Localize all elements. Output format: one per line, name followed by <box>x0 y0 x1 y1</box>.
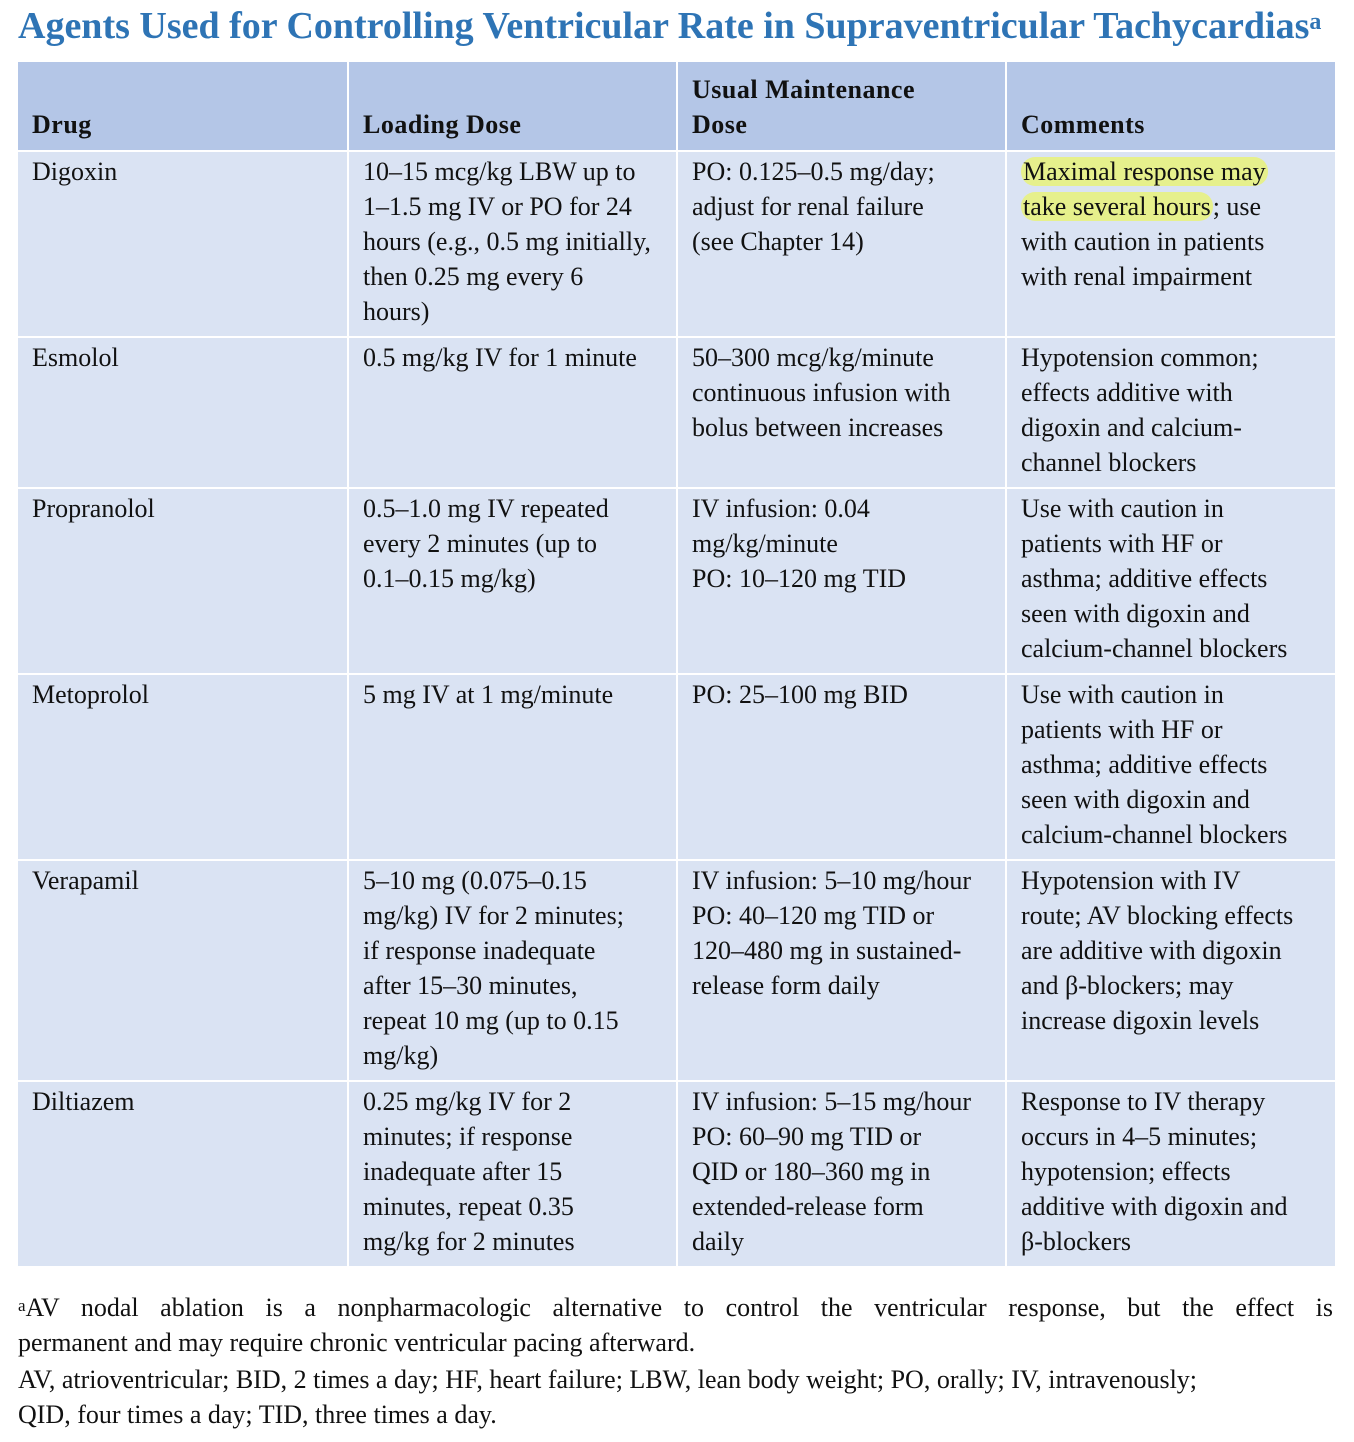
maintenance-line: 50–300 mcg/kg/minute <box>692 343 934 372</box>
loading-line: 0.5 mg/kg IV for 1 minute <box>363 343 637 372</box>
page-title <box>18 2 1321 50</box>
loading-line: then 0.25 mg every 6 <box>363 262 584 291</box>
cell-drug <box>18 488 348 674</box>
comments-line: occurs in 4–5 minutes; <box>1021 1122 1258 1151</box>
footnote-a-text: AV nodal ablation is a nonpharmacologic alternative to control the ventricular response, but the effect is <box>25 1293 1333 1322</box>
header-comments <box>1006 62 1335 151</box>
table-row <box>18 151 1335 337</box>
comments-line: Use with caution in <box>1021 494 1224 523</box>
footnote-a <box>18 1290 1333 1360</box>
maintenance-line: 120–480 mg in sustained- <box>692 936 962 965</box>
cell-comments <box>1006 674 1335 860</box>
cell-loading <box>348 674 677 860</box>
table-row <box>18 1081 1335 1267</box>
loading-line: inadequate after 15 <box>363 1157 563 1186</box>
comments-line: hypotension; effects <box>1021 1157 1231 1186</box>
comments-line: β-blockers <box>1021 1227 1131 1256</box>
comments-line: with renal impairment <box>1021 262 1253 291</box>
drug-name: Diltiazem <box>32 1087 135 1116</box>
maintenance-line: continuous infusion with <box>692 378 951 407</box>
loading-line: mg/kg) IV for 2 minutes; <box>363 901 624 930</box>
comments-line: Use with caution in <box>1021 680 1224 709</box>
loading-line: every 2 minutes (up to <box>363 529 597 558</box>
comments-text: ; use <box>1212 192 1262 221</box>
abbreviations-line2: QID, four times a day; TID, three times a day. <box>18 1400 497 1429</box>
abbreviations-line1: AV, atrioventricular; BID, 2 times a day; HF, heart failure; LBW, lean body weight; PO, orally; IV, intravenously; <box>18 1365 1198 1394</box>
table-row <box>18 337 1335 488</box>
header-comments-label: Comments <box>1021 110 1145 139</box>
header-maintenance-label-line2: Dose <box>692 110 748 139</box>
loading-line: hours) <box>363 297 430 326</box>
title-text: Agents Used for Controlling Ventricular Rate in Supraventricular Tachycardias <box>18 5 1310 47</box>
comments-line: route; AV blocking effects <box>1021 901 1294 930</box>
maintenance-line: IV infusion: 5–15 mg/hour <box>692 1087 972 1116</box>
cell-loading <box>348 151 677 337</box>
maintenance-line: extended-release form <box>692 1192 924 1221</box>
cell-comments <box>1006 860 1335 1081</box>
abbreviations <box>18 1362 1333 1432</box>
comments-line <box>1021 189 1329 224</box>
maintenance-line: PO: 60–90 mg TID or <box>692 1122 922 1151</box>
header-drug <box>18 62 348 151</box>
comments-line: additive with digoxin and <box>1021 1192 1288 1221</box>
comments-line: Response to IV therapy <box>1021 1087 1266 1116</box>
loading-line: mg/kg for 2 minutes <box>363 1227 575 1256</box>
maintenance-line: PO: 0.125–0.5 mg/day; <box>692 157 935 186</box>
footnote-a-line1 <box>18 1290 1333 1325</box>
maintenance-line: PO: 10–120 mg TID <box>692 564 907 593</box>
comments-line: effects additive with <box>1021 378 1233 407</box>
loading-line: 10–15 mcg/kg LBW up to <box>363 157 636 186</box>
loading-line: 5–10 mg (0.075–0.15 <box>363 866 587 895</box>
loading-line: after 15–30 minutes, <box>363 971 578 1000</box>
drug-table <box>18 62 1335 1268</box>
comments-line: are additive with digoxin <box>1021 936 1282 965</box>
comments-line: calcium-channel blockers <box>1021 820 1288 849</box>
header-loading-dose <box>348 62 677 151</box>
comments-line: with caution in patients <box>1021 227 1265 256</box>
comments-line: calcium-channel blockers <box>1021 634 1288 663</box>
loading-line: minutes, repeat 0.35 <box>363 1192 574 1221</box>
table-row <box>18 860 1335 1081</box>
comments-line: and β-blockers; may <box>1021 971 1234 1000</box>
table-row <box>18 488 1335 674</box>
cell-drug <box>18 674 348 860</box>
highlighted-text: Maximal response may <box>1023 157 1266 186</box>
comments-line: Hypotension common; <box>1021 343 1259 372</box>
cell-loading <box>348 860 677 1081</box>
maintenance-line: mg/kg/minute <box>692 529 838 558</box>
maintenance-line: (see Chapter 14) <box>692 227 864 256</box>
header-maintenance-label-line1: Usual Maintenance <box>692 75 915 104</box>
footnotes <box>18 1290 1333 1434</box>
comments-line: digoxin and calcium- <box>1021 413 1242 442</box>
table-header <box>18 62 1335 151</box>
cell-drug <box>18 151 348 337</box>
comments-line: asthma; additive effects <box>1021 750 1268 779</box>
maintenance-line: PO: 25–100 mg BID <box>692 680 908 709</box>
loading-line: 0.5–1.0 mg IV repeated <box>363 494 609 523</box>
drug-name: Metoprolol <box>32 680 149 709</box>
loading-line: repeat 10 mg (up to 0.15 <box>363 1006 619 1035</box>
comments-line: seen with digoxin and <box>1021 785 1250 814</box>
maintenance-line: bolus between increases <box>692 413 944 442</box>
table-body <box>18 151 1335 1267</box>
loading-line: hours (e.g., 0.5 mg initially, <box>363 227 651 256</box>
cell-maintenance <box>677 674 1006 860</box>
comments-line: patients with HF or <box>1021 715 1223 744</box>
loading-line: 0.25 mg/kg IV for 2 <box>363 1087 572 1116</box>
table-row <box>18 674 1335 860</box>
footnote-a-line2: permanent and may require chronic ventricular pacing afterward. <box>18 1328 696 1357</box>
drug-name: Verapamil <box>32 866 139 895</box>
comments-line <box>1021 154 1329 189</box>
cell-comments <box>1006 337 1335 488</box>
loading-line: mg/kg) <box>363 1041 439 1070</box>
comments-line: asthma; additive effects <box>1021 564 1268 593</box>
drug-name: Digoxin <box>32 157 118 186</box>
maintenance-line: adjust for renal failure <box>692 192 924 221</box>
loading-line: 5 mg IV at 1 mg/minute <box>363 680 614 709</box>
cell-loading <box>348 488 677 674</box>
maintenance-line: daily <box>692 1227 744 1256</box>
maintenance-line: PO: 40–120 mg TID or <box>692 901 935 930</box>
cell-drug <box>18 337 348 488</box>
loading-line: if response inadequate <box>363 936 596 965</box>
comments-line: increase digoxin levels <box>1021 1006 1260 1035</box>
cell-maintenance <box>677 151 1006 337</box>
comments-line: Hypotension with IV <box>1021 866 1241 895</box>
maintenance-line: IV infusion: 5–10 mg/hour <box>692 866 972 895</box>
cell-maintenance <box>677 1081 1006 1267</box>
comments-line: patients with HF or <box>1021 529 1223 558</box>
header-loading-label: Loading Dose <box>363 110 522 139</box>
loading-line: minutes; if response <box>363 1122 573 1151</box>
footnote-a-marker: a <box>18 1296 26 1315</box>
comments-line: channel blockers <box>1021 448 1197 477</box>
header-maintenance-dose <box>677 62 1006 151</box>
loading-line: 0.1–0.15 mg/kg) <box>363 564 536 593</box>
drug-name: Esmolol <box>32 343 119 372</box>
cell-comments <box>1006 1081 1335 1267</box>
comments-line: seen with digoxin and <box>1021 599 1250 628</box>
highlighted-text: take several hours <box>1023 192 1211 221</box>
cell-maintenance <box>677 860 1006 1081</box>
header-row <box>18 62 1335 151</box>
cell-loading <box>348 1081 677 1267</box>
maintenance-line: release form daily <box>692 971 880 1000</box>
cell-comments <box>1006 488 1335 674</box>
maintenance-line: IV infusion: 0.04 <box>692 494 870 523</box>
cell-maintenance <box>677 488 1006 674</box>
loading-line: 1–1.5 mg IV or PO for 24 <box>363 192 632 221</box>
title-footnote-marker: a <box>1309 9 1322 35</box>
cell-drug <box>18 1081 348 1267</box>
drug-name: Propranolol <box>32 494 155 523</box>
maintenance-line: QID or 180–360 mg in <box>692 1157 931 1186</box>
cell-maintenance <box>677 337 1006 488</box>
cell-drug <box>18 860 348 1081</box>
cell-loading <box>348 337 677 488</box>
header-drug-label: Drug <box>32 110 92 139</box>
cell-comments <box>1006 151 1335 337</box>
